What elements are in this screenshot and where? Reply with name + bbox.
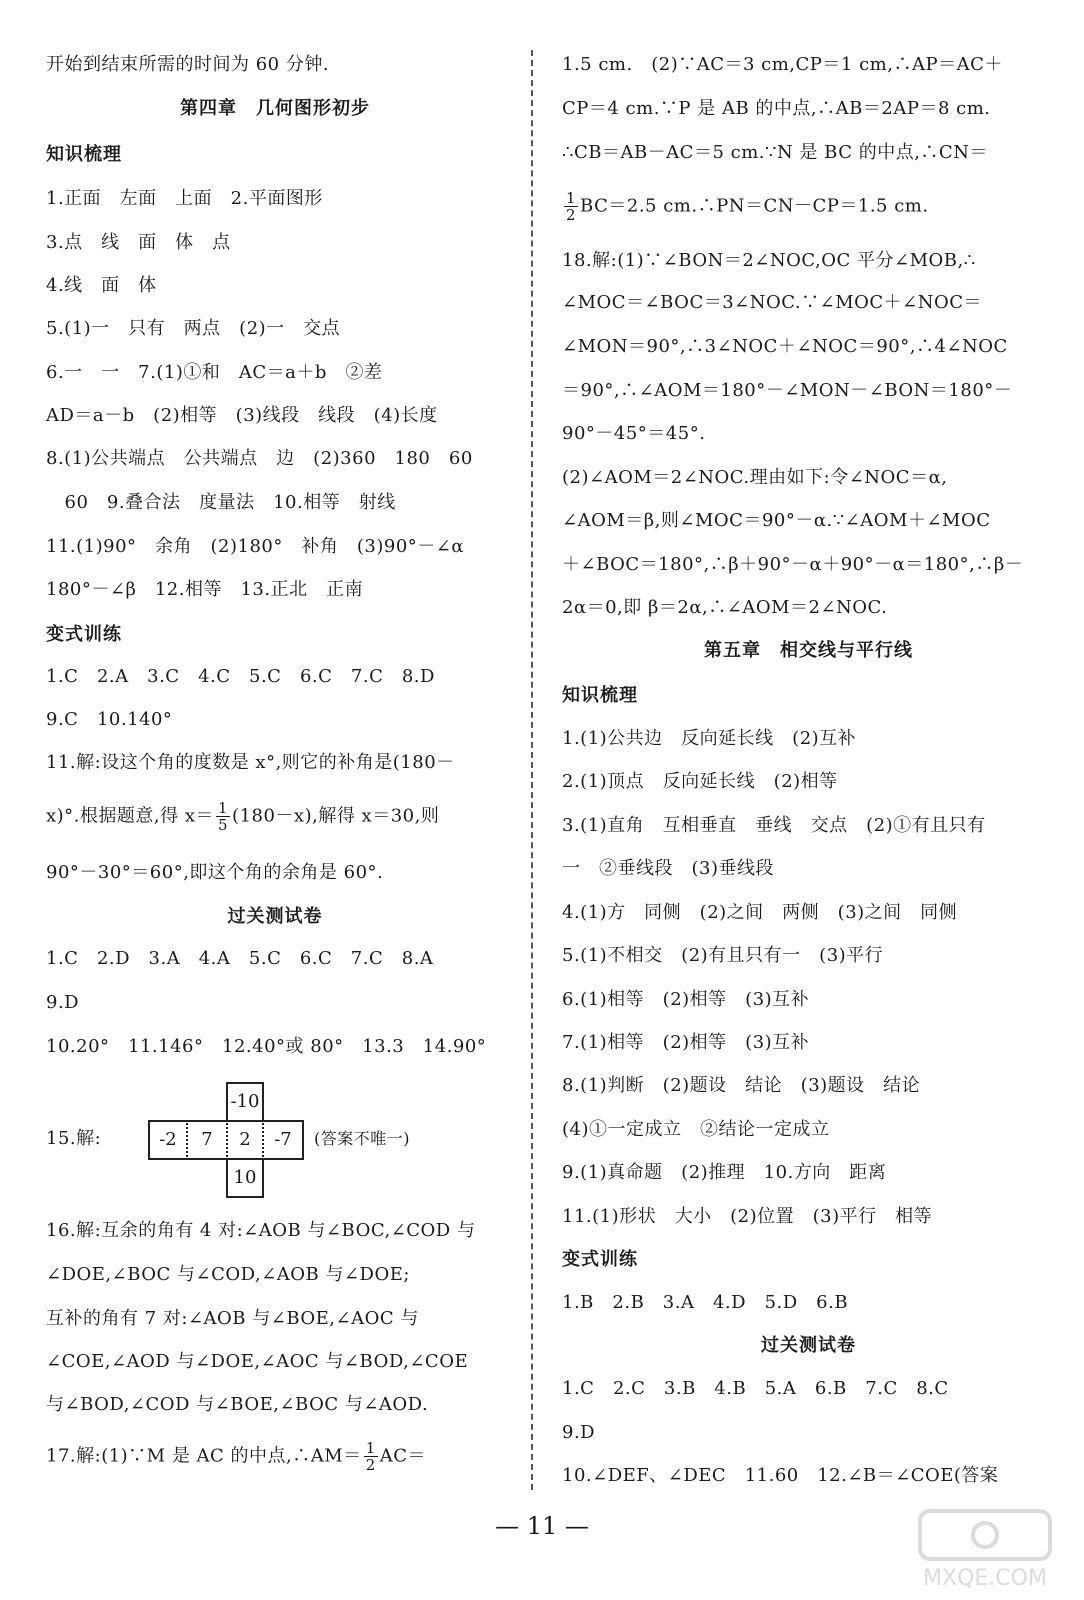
r-line: ∴CB＝AB－AC＝5 cm.∵N 是 BC 的中点,∴CN＝ — [562, 142, 988, 163]
page-number: — 11 — — [495, 1512, 589, 1540]
gg-line: 10.20° 11.146° 12.40°或 80° 13.3 14.90° — [46, 1036, 487, 1057]
r-line: ∠MOC＝∠BOC＝3∠NOC.∵∠MOC＋∠NOC＝ — [562, 292, 983, 313]
kp-line: 9.(1)真命题 (2)推理 10.方向 距离 — [562, 1162, 887, 1183]
r-line: 90°－45°＝45°. — [562, 423, 706, 444]
bs-line: 1.C 2.A 3.C 4.C 5.C 6.C 7.C 8.D — [46, 666, 435, 687]
kp-line: 11.(1)形状 大小 (2)位置 (3)平行 相等 — [562, 1206, 933, 1227]
r-line: CP＝4 cm.∵P 是 AB 的中点,∴AB＝2AP＝8 cm. — [562, 98, 991, 119]
q17-tail: AC＝ — [379, 1445, 427, 1467]
chapter-5-title: 第五章 相交线与平行线 — [704, 640, 913, 661]
section-variant: 变式训练 — [46, 624, 122, 645]
r-line: 2α＝0,即 β＝2α,∴∠AOM＝2∠NOC. — [562, 597, 888, 618]
kp-line: 6.一 一 7.(1)①和 AC＝a＋b ②差 — [46, 362, 383, 383]
bs-text: (180－x),解得 x＝30,则 — [232, 805, 440, 827]
kp-line: 一 ②垂线段 (3)垂线段 — [562, 858, 774, 879]
section-test: 过关测试卷 — [761, 1335, 856, 1356]
watermark-logo — [900, 1505, 1070, 1595]
kp-line: 180°－∠β 12.相等 13.正北 正南 — [46, 579, 364, 600]
bs-line: 1.B 2.B 3.A 4.D 5.D 6.B — [562, 1292, 849, 1313]
kp-line: 1.(1)公共边 反向延长线 (2)互补 — [562, 728, 857, 749]
kp-line: 5.(1)不相交 (2)有且只有一 (3)平行 — [562, 945, 884, 966]
q17-text: 17.解:(1)∵M 是 AC 的中点,∴AM＝ — [46, 1445, 362, 1467]
bs-line: 11.解:设这个角的度数是 x°,则它的补角是(180－ — [46, 752, 455, 773]
kp-line: 8.(1)公共端点 公共端点 边 (2)360 180 60 — [46, 448, 473, 469]
r-line: 1.5 cm. (2)∵AC＝3 cm,CP＝1 cm,∴AP＝AC＋ — [562, 54, 1003, 75]
r-line-fraction — [562, 190, 929, 223]
cube-net-diagram — [148, 1080, 488, 1200]
net-cell: -7 — [262, 1120, 304, 1160]
kp-line: 3.(1)直角 互相垂直 垂线 交点 (2)①有且只有 — [562, 815, 986, 836]
text-line: 开始到结束所需的时间为 60 分钟. — [46, 54, 330, 75]
kp-line: (4)①一定成立 ②结论一定成立 — [562, 1119, 830, 1140]
kp-line: 4.线 面 体 — [46, 275, 157, 296]
r-line: (2)∠AOM＝2∠NOC.理由如下:令∠NOC＝α, — [562, 467, 948, 488]
gg-line: 9.D — [46, 992, 80, 1013]
q16-line: 互补的角有 7 对:∠AOB 与∠BOE,∠AOC 与 — [46, 1308, 419, 1329]
gg-line: 1.C 2.C 3.B 4.B 5.A 6.B 7.C 8.C — [562, 1378, 949, 1399]
q15-note: (答案不唯一) — [314, 1129, 410, 1148]
watermark-text: MXQE.COM — [923, 1566, 1047, 1591]
section-variant: 变式训练 — [562, 1249, 638, 1270]
net-cell-bottom: 10 — [226, 1158, 264, 1198]
gg-line: 10.∠DEF、∠DEC 11.60 12.∠B＝∠COE(答案 — [562, 1465, 999, 1486]
fraction-1-2: $\frac{1}{2}$ — [365, 1439, 376, 1474]
gg-line: 9.D — [562, 1422, 596, 1443]
q15-label: 15.解: — [46, 1128, 102, 1149]
q16-line: 16.解:互余的角有 4 对:∠AOB 与∠BOC,∠COD 与 — [46, 1220, 476, 1241]
kp-line: 4.(1)方 同侧 (2)之间 两侧 (3)之间 同侧 — [562, 902, 958, 923]
bs-text: x)°.根据题意,得 x＝ — [46, 805, 214, 827]
kp-line: AD＝a－b (2)相等 (3)线段 线段 (4)长度 — [46, 405, 438, 426]
kp-line: 11.(1)90° 余角 (2)180° 补角 (3)90°－∠α — [46, 536, 465, 557]
fraction-1-2: $\frac{1}{2}$ — [566, 189, 577, 224]
net-cell-top: -10 — [226, 1082, 264, 1122]
r-line: ∠AOM＝β,则∠MOC＝90°－α.∵∠AOM＋∠MOC — [562, 510, 991, 531]
q16-line: ∠DOE,∠BOC 与∠COD,∠AOB 与∠DOE; — [46, 1264, 410, 1285]
q16-line: 与∠BOD,∠COD 与∠BOE,∠BOC 与∠AOD. — [46, 1394, 429, 1415]
q17-line — [46, 1440, 426, 1473]
r-line: ＝90°,∴∠AOM＝180°－∠MON－∠BON＝180°－ — [562, 380, 1013, 401]
r-line: ∠MON＝90°,∴3∠NOC＋∠NOC＝90°,∴4∠NOC — [562, 336, 1008, 357]
net-cell: 2 — [226, 1120, 264, 1160]
kp-line: 3.点 线 面 体 点 — [46, 232, 231, 253]
chapter-4-title: 第四章 几何图形初步 — [180, 98, 370, 119]
fraction-1-5: $\frac{1}{5}$ — [218, 799, 229, 834]
section-knowledge: 知识梳理 — [562, 685, 638, 706]
q16-line: ∠COE,∠AOD 与∠DOE,∠AOC 与∠BOD,∠COE — [46, 1351, 469, 1372]
kp-line: 8.(1)判断 (2)题设 结论 (3)题设 结论 — [562, 1075, 921, 1096]
gg-line: 1.C 2.D 3.A 4.A 5.C 6.C 7.C 8.A — [46, 948, 434, 969]
kp-line: 7.(1)相等 (2)相等 (3)互补 — [562, 1032, 810, 1053]
net-cell: 7 — [186, 1120, 228, 1160]
section-test: 过关测试卷 — [227, 906, 323, 927]
bs-line: 9.C 10.140° — [46, 709, 173, 730]
kp-line: 60 9.叠合法 度量法 10.相等 射线 — [46, 492, 396, 513]
r-text: BC＝2.5 cm.∴PN＝CN－CP＝1.5 cm. — [580, 195, 929, 217]
section-knowledge: 知识梳理 — [46, 144, 122, 165]
kp-line: 2.(1)顶点 反向延长线 (2)相等 — [562, 771, 838, 792]
kp-line: 5.(1)一 只有 两点 (2)一 交点 — [46, 318, 341, 339]
bs-line: 90°－30°＝60°,即这个角的余角是 60°. — [46, 862, 384, 883]
kp-line: 6.(1)相等 (2)相等 (3)互补 — [562, 989, 810, 1010]
r-line: ＋∠BOC＝180°,∴β＋90°－α＋90°－α＝180°,∴β－ — [562, 554, 1024, 575]
kp-line: 1.正面 左面 上面 2.平面图形 — [46, 188, 323, 209]
r-line: 18.解:(1)∵∠BON＝2∠NOC,OC 平分∠MOB,∴ — [562, 250, 976, 271]
bs-line-fraction — [46, 800, 439, 833]
net-cell: -2 — [148, 1120, 188, 1160]
column-divider — [531, 50, 533, 1490]
